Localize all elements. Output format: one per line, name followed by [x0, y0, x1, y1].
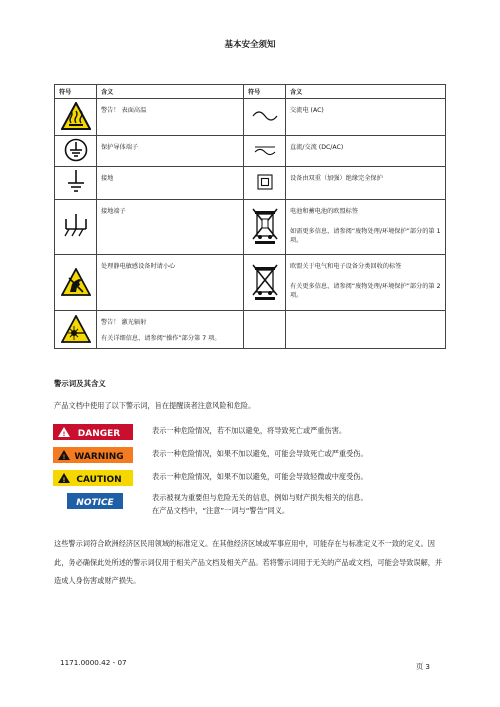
meaning-cell: 欧盟关于电气和电子设备分类回收的标签 [290, 263, 402, 270]
double-insulation-icon [257, 174, 273, 190]
meaning-cell: 接地 [97, 167, 244, 200]
ac-dc-icon [252, 144, 278, 156]
meaning-cell: 接地端子 [97, 200, 244, 255]
closing-paragraph: 这些警示词符合欧洲经济区民用领域的标准定义。在其他经济区域或军事应用中，可能存在与标准定义不一致的定义。因此，务必确保此处所述的警示词仅用于相关产品文档及相关产品。若将警示词用于无关的产品或文档，可能会导致误解，并造成人身伤害或财产损失。 [54, 539, 443, 585]
laser-icon [61, 315, 91, 343]
table-header-row [55, 85, 446, 99]
document-number: 1171.0000.42 - 07 [60, 658, 127, 667]
caution-description: 表示一种危险情况，如果不加以避免，可能会导致轻微或中度受伤。 [152, 472, 368, 481]
symbol-table [54, 84, 446, 349]
caution-badge [53, 470, 133, 486]
page-number: 页 3 [415, 662, 430, 671]
empty-cell [286, 311, 446, 349]
table-row [55, 99, 446, 136]
meaning-cell: 警告！ 激光辐射 [101, 319, 147, 326]
danger-label: DANGER [77, 428, 121, 439]
meaning-note: 有关详细信息，请参阅“操作”部分第 7 项。 [101, 335, 221, 342]
table-row [55, 311, 446, 349]
notice-description-line2: 在产品文档中，“注意”一词与“警告”同义。 [152, 506, 290, 515]
meaning-cell: 保护导体端子 [97, 136, 244, 167]
danger-description: 表示一种危险情况，若不加以避免，将导致死亡或严重伤害。 [152, 426, 347, 435]
ground-icon [66, 169, 86, 195]
frame-terminal-icon [63, 213, 89, 239]
table-row [55, 200, 446, 255]
meaning-cell: 设备由双重（加强）绝缘完全保护 [286, 167, 446, 200]
warning-badge [53, 447, 133, 463]
meaning-note: 有关更多信息，请参阅“废物处理/环境保护”部分的第 2 项。 [290, 283, 441, 299]
danger-badge [53, 424, 133, 440]
section-heading: 警示词及其含义 [54, 379, 106, 388]
protective-earth-icon [64, 138, 88, 162]
warning-label: WARNING [74, 451, 124, 462]
esd-icon [61, 268, 91, 296]
meaning-cell: 交流电 (AC) [286, 99, 446, 136]
svg-text:!: ! [62, 477, 66, 485]
table-row [55, 136, 446, 167]
table-row [55, 255, 446, 311]
intro-paragraph: 产品文档中使用了以下警示词，旨在提醒读者注意风险和危险。 [54, 401, 256, 410]
caution-label: CAUTION [76, 474, 122, 485]
notice-label: NOTICE [76, 497, 114, 508]
notice-badge [53, 493, 133, 509]
svg-text:!: ! [62, 454, 66, 462]
table-row [55, 167, 446, 200]
empty-cell [244, 311, 286, 349]
svg-text:!: ! [62, 431, 66, 439]
header-meaning: 含义 [286, 85, 446, 99]
meaning-note: 如需更多信息，请参阅“废物处理/环境保护”部分的第 1 项。 [290, 228, 441, 244]
meaning-cell: 警告！ 表面高温 [97, 99, 244, 136]
header-symbol: 符号 [55, 85, 97, 99]
hot-surface-icon [61, 102, 91, 130]
warning-description: 表示一种危险情况，如果不加以避免，可能会导致死亡或严重受伤。 [152, 449, 368, 458]
ac-icon [251, 110, 279, 122]
notice-description-line1: 表示被视为重要但与危险无关的信息，例如与财产损失相关的信息。 [152, 493, 368, 502]
header-symbol: 符号 [244, 85, 286, 99]
crossed-bin-battery-icon [251, 206, 279, 246]
page-title: 基本安全须知 [224, 40, 276, 50]
meaning-cell: 直流/交流 (DC/AC) [286, 136, 446, 167]
notice-description [152, 491, 368, 517]
meaning-cell: 处理静电敏感设备时请小心 [97, 255, 244, 311]
meaning-cell: 电池和蓄电池的欧盟标签 [290, 208, 359, 215]
crossed-bin-icon [251, 262, 279, 302]
header-meaning: 含义 [97, 85, 244, 99]
